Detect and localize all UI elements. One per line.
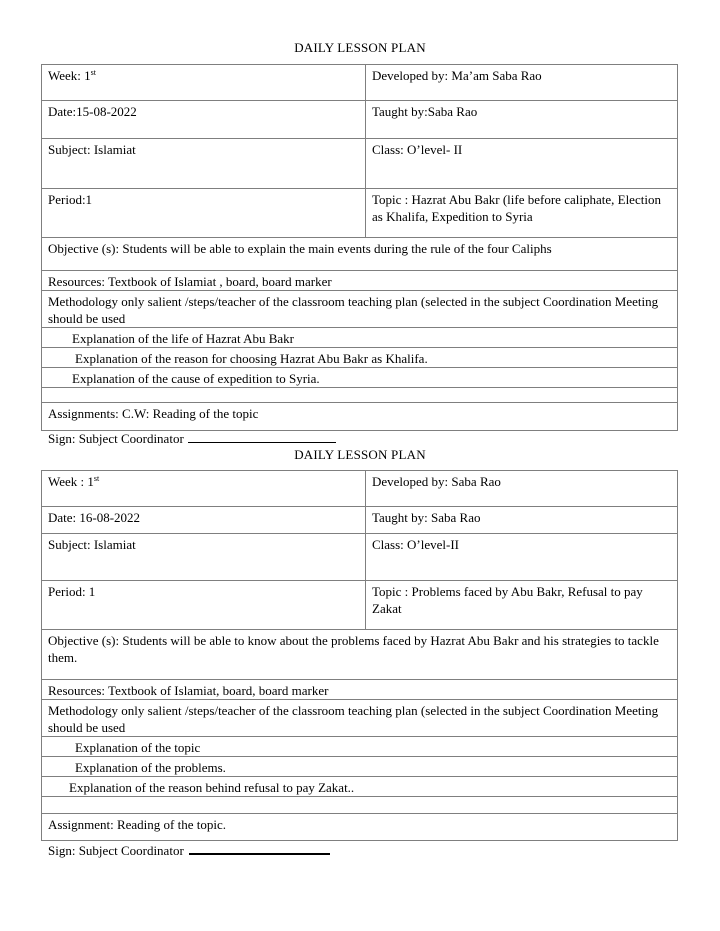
plan-2-date: Date: 16-08-2022	[42, 507, 366, 534]
plan-1-date: Date:15-08-2022	[42, 101, 366, 139]
plan-1-class: Class: O’level- II	[366, 139, 678, 189]
plan-2-step: Explanation of the reason behind refusal to pay Zakat..	[42, 777, 678, 797]
plan-2-taught-by: Taught by: Saba Rao	[366, 507, 678, 534]
plan-1-sign-label: Sign: Subject Coordinator	[48, 431, 184, 446]
plan-1-empty-row	[42, 388, 678, 403]
plan-1-developed-by: Developed by: Ma’am Saba Rao	[366, 65, 678, 101]
plan-1-subject: Subject: Islamiat	[42, 139, 366, 189]
plan-2-empty-row	[42, 797, 678, 814]
plan-2-objective: Objective (s): Students will be able to know about the problems faced by Hazrat Abu Bakr and his strategies to tackle them.	[42, 630, 678, 680]
plan-2-sign	[48, 842, 330, 859]
plan-1-methodology: Methodology only salient /steps/teacher of the classroom teaching plan (selected in the subject Coordination Meeting should be used	[42, 291, 678, 328]
plan-2-step: Explanation of the topic	[42, 737, 678, 757]
plan-1-title: DAILY LESSON PLAN	[294, 40, 426, 55]
plan-2-table	[41, 470, 678, 841]
plan-2-topic: Topic : Problems faced by Abu Bakr, Refusal to pay Zakat	[366, 581, 678, 630]
plan-1-objective: Objective (s): Students will be able to explain the main events during the rule of the four Caliphs	[42, 238, 678, 271]
plan-1-resources: Resources: Textbook of Islamiat , board, board marker	[42, 271, 678, 291]
plan-1-assignment: Assignments: C.W: Reading of the topic	[42, 403, 678, 431]
plan-2-subject: Subject: Islamiat	[42, 534, 366, 581]
plan-1-step: Explanation of the reason for choosing Hazrat Abu Bakr as Khalifa.	[42, 348, 678, 368]
plan-1-step: Explanation of the life of Hazrat Abu Bakr	[42, 328, 678, 348]
plan-2-period: Period: 1	[42, 581, 366, 630]
plan-1-week: Week: 1st	[42, 65, 366, 101]
plan-1-sign	[48, 431, 336, 447]
plan-1-topic: Topic : Hazrat Abu Bakr (life before caliphate, Election as Khalifa, Expedition to Syria	[366, 189, 678, 238]
plan-2-class: Class: O’level-II	[366, 534, 678, 581]
plan-2-week: Week : 1st	[42, 471, 366, 507]
signature-line	[188, 431, 336, 443]
plan-2-developed-by: Developed by: Saba Rao	[366, 471, 678, 507]
plan-1-table	[41, 64, 678, 431]
plan-2-resources: Resources: Textbook of Islamiat, board, board marker	[42, 680, 678, 700]
plan-2-title: DAILY LESSON PLAN	[294, 447, 426, 462]
plan-1-step: Explanation of the cause of expedition to Syria.	[42, 368, 678, 388]
plan-2-sign-label: Sign: Subject Coordinator	[48, 843, 184, 858]
plan-1-taught-by: Taught by:Saba Rao	[366, 101, 678, 139]
plan-2-assignment: Assignment: Reading of the topic.	[42, 814, 678, 841]
plan-2-methodology: Methodology only salient /steps/teacher of the classroom teaching plan (selected in the subject Coordination Meeting should be used	[42, 700, 678, 737]
plan-2-step: Explanation of the problems.	[42, 757, 678, 777]
plan-1-period: Period:1	[42, 189, 366, 238]
signature-line	[189, 842, 330, 855]
